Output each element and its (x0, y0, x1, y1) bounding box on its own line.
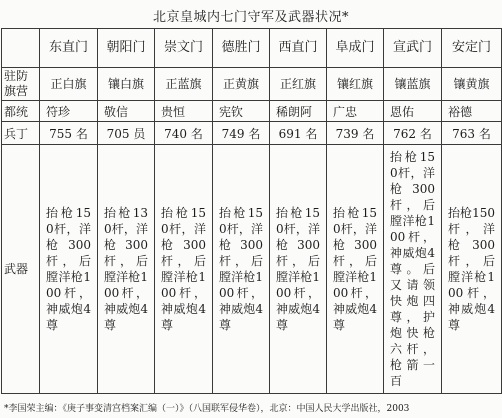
table-cell: 正黄旗 (213, 68, 270, 101)
table-title: 北京皇城内七门守军及武器状况* (152, 10, 349, 25)
table-cell: 739 名 (327, 122, 384, 145)
table-cell: 镶黄旗 (442, 68, 502, 101)
table-cell: 691 名 (270, 122, 327, 145)
column-header: 宣武门 (384, 29, 442, 68)
table-cell: 705 员 (98, 122, 155, 145)
table-cell: 抬枪150杆，洋枪300杆，后膛洋枪100杆，神威炮4尊。后又请领快炮四尊，护炮快枪六杆，枪箭一百 (384, 145, 442, 394)
table-cell: 762 名 (384, 122, 442, 145)
column-header: 朝阳门 (98, 29, 155, 68)
table-cell: 正白旗 (40, 68, 98, 101)
column-header (2, 29, 40, 68)
column-header: 东直门 (40, 29, 98, 68)
row-label: 武器 (2, 145, 40, 394)
table-cell: 正红旗 (270, 68, 327, 101)
table-cell: 755 名 (40, 122, 98, 145)
table-cell: 裕德 (442, 101, 502, 122)
table-row (2, 145, 502, 394)
table-cell: 749 名 (213, 122, 270, 145)
row-label: 兵丁 (2, 122, 40, 145)
table-row (2, 68, 502, 101)
column-header: 德胜门 (213, 29, 270, 68)
table-cell: 敬信 (98, 101, 155, 122)
column-header: 崇文门 (155, 29, 213, 68)
table-cell: 稀朗阿 (270, 101, 327, 122)
column-header: 安定门 (442, 29, 502, 68)
table-cell: 恩佑 (384, 101, 442, 122)
table-row (2, 101, 502, 122)
row-label: 都统 (2, 101, 40, 122)
table-cell: 抬枪150杆，洋枪300杆，后膛洋枪100杆，神威炮4尊 (155, 145, 213, 394)
column-header: 阜成门 (327, 29, 384, 68)
table-cell: 抬枪150杆，洋枪300杆，后膛洋枪100杆，神威炮4尊 (270, 145, 327, 394)
table-cell: 镶白旗 (98, 68, 155, 101)
table-cell: 广忠 (327, 101, 384, 122)
table-cell: 抬枪150杆，洋枪300杆，后膛洋枪100杆，神威炮4尊 (327, 145, 384, 394)
gates-table (1, 28, 502, 394)
table-row (2, 122, 502, 145)
table-cell: 抬枪150杆，洋枪300杆，后膛洋枪100杆，神威炮4尊 (213, 145, 270, 394)
row-label: 驻防旗营 (2, 68, 40, 101)
table-cell: 符珍 (40, 101, 98, 122)
table-cell: 抬枪150杆，洋枪300杆，后膛洋枪100杆，神威炮4尊 (442, 145, 502, 394)
column-header: 西直门 (270, 29, 327, 68)
header-row (2, 29, 502, 68)
table-cell: 镶红旗 (327, 68, 384, 101)
table-cell: 抬枪130杆，洋枪300杆，后膛洋枪100杆，神威炮4尊 (98, 145, 155, 394)
source-footnote: *李国荣主编：《庚子事变清宫档案汇编（一）》（八国联军侵华卷），北京：中国人民大学出版社，2003 (4, 404, 410, 414)
table-cell: 740 名 (155, 122, 213, 145)
table-cell: 镶蓝旗 (384, 68, 442, 101)
table-cell: 抬枪150杆，洋枪300杆，后膛洋枪100杆，神威炮4尊 (40, 145, 98, 394)
table-cell: 763 名 (442, 122, 502, 145)
table-cell: 宪钦 (213, 101, 270, 122)
table-cell: 正蓝旗 (155, 68, 213, 101)
table-cell: 贵恒 (155, 101, 213, 122)
